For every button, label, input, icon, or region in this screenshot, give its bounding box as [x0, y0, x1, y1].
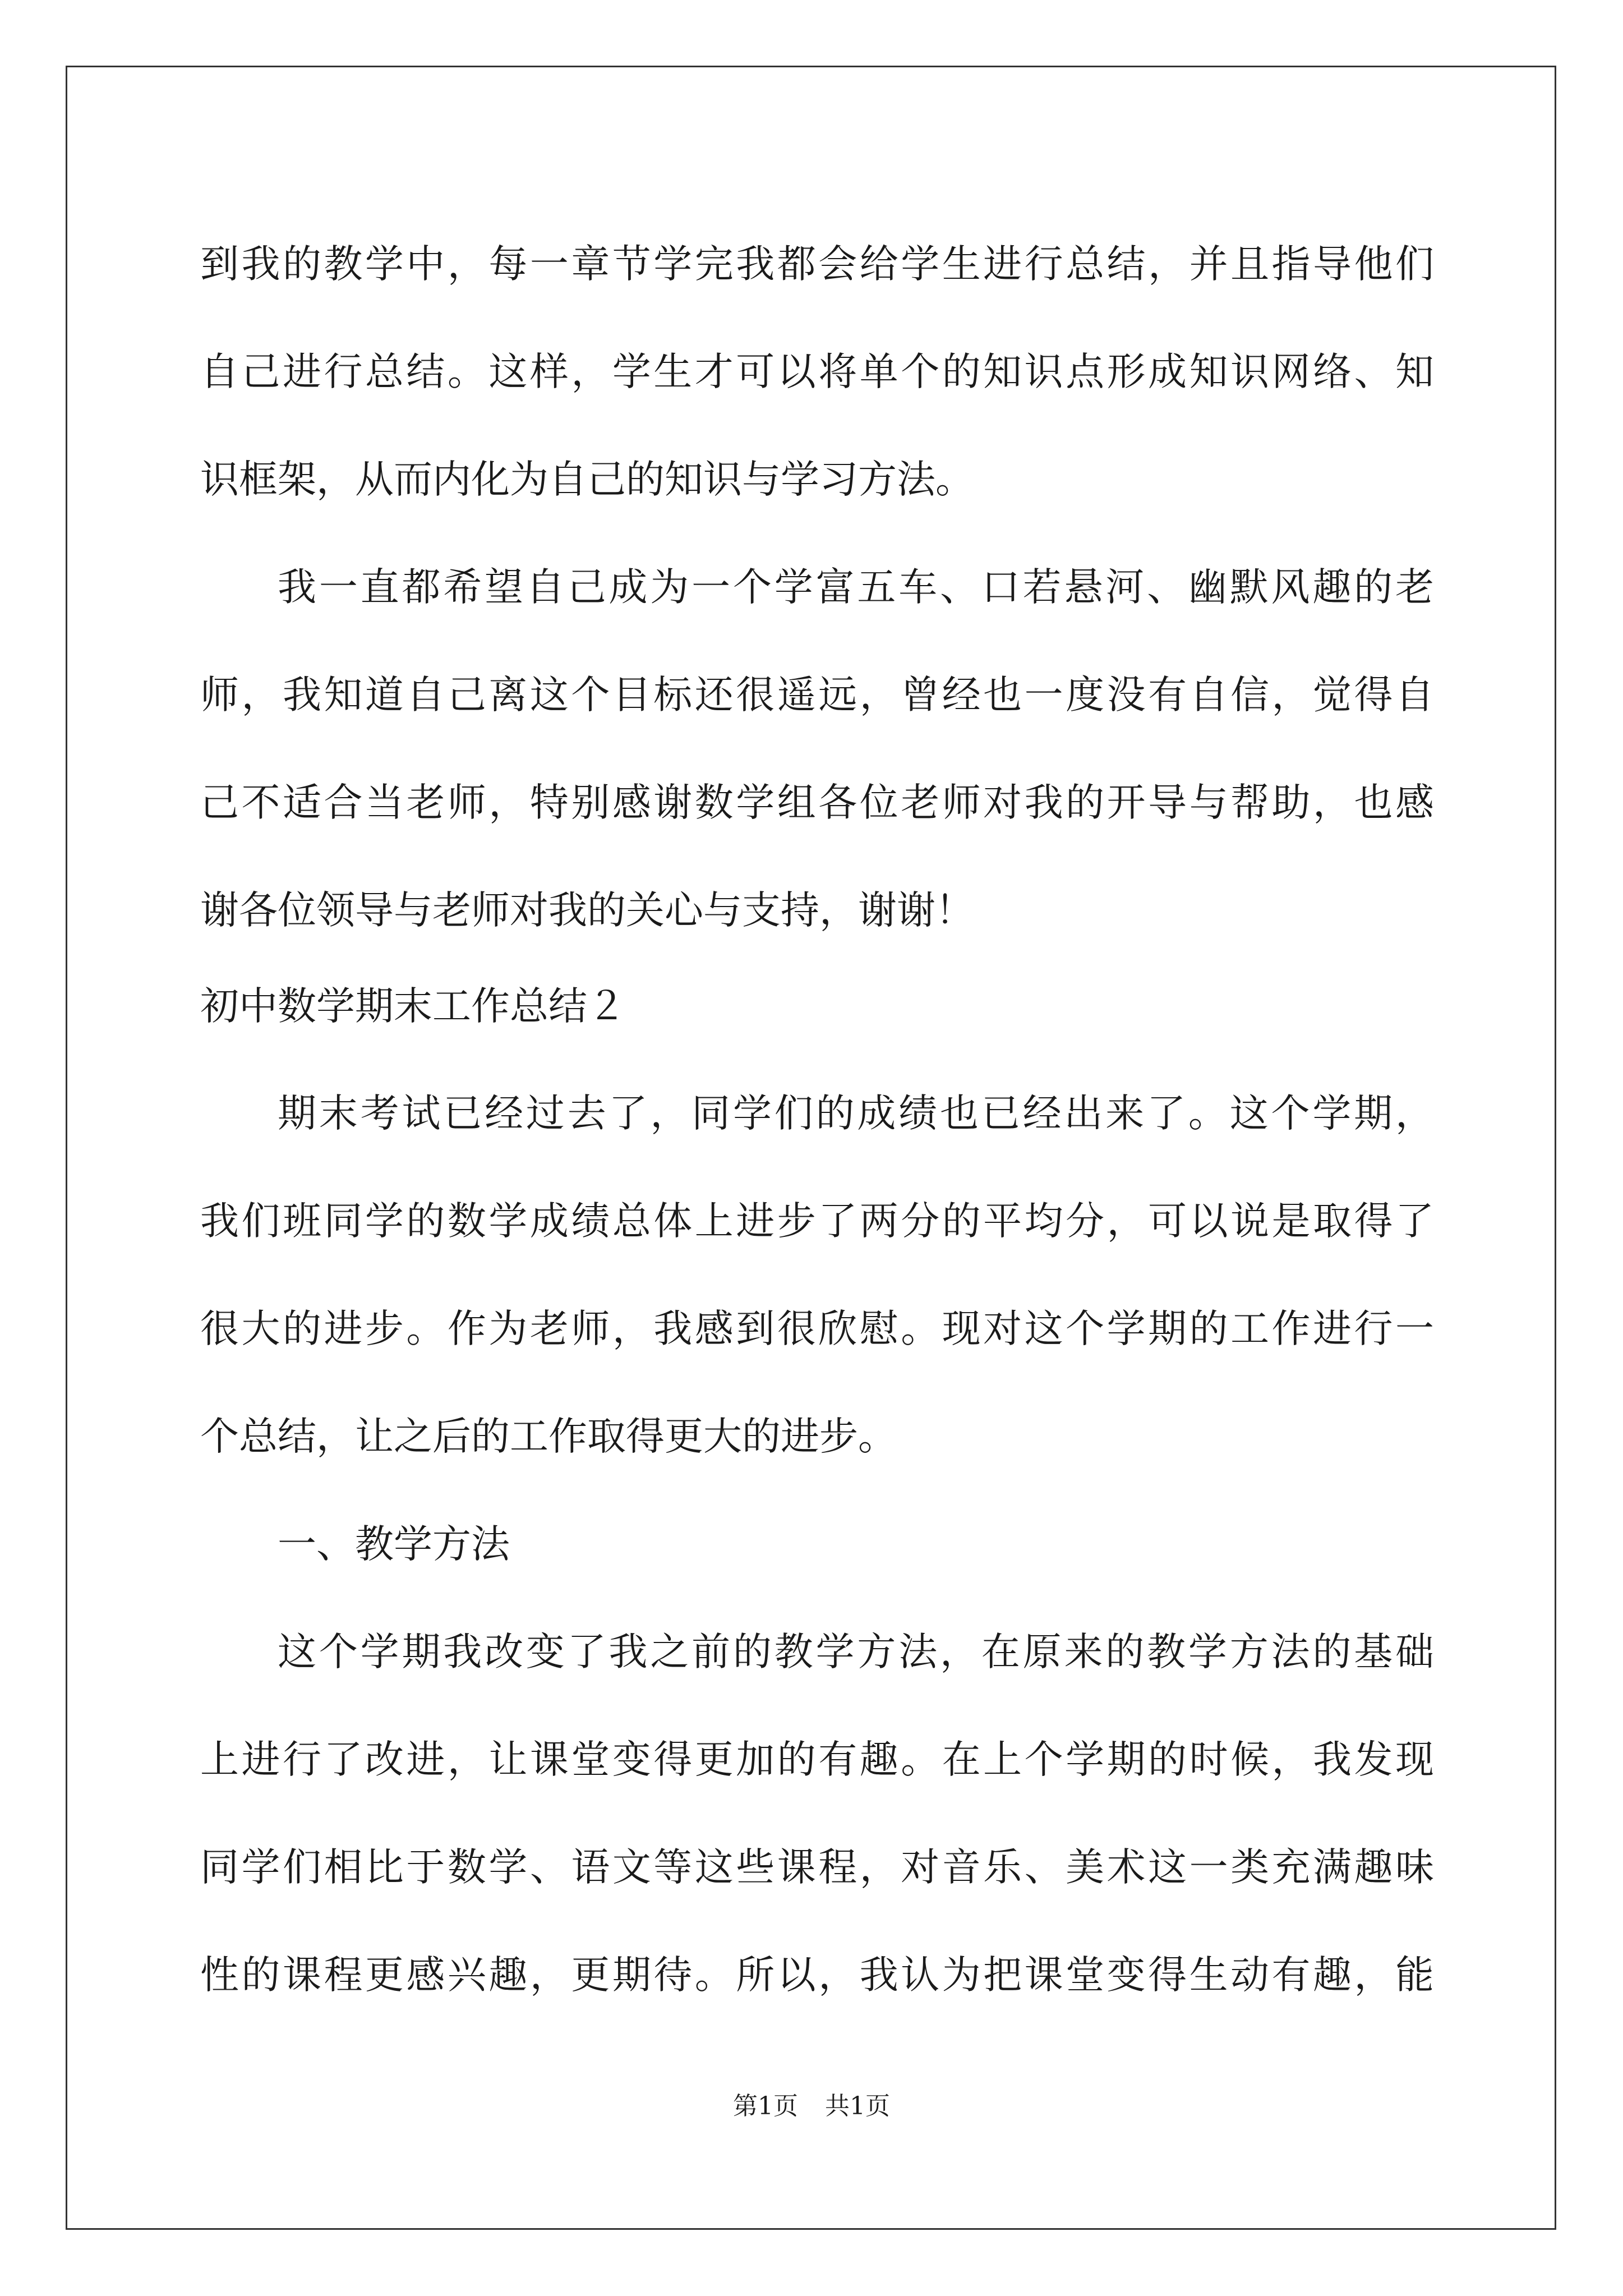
body-line: 己不适合当老师，特别感谢数学组各位老师对我的开导与帮助，也感: [200, 780, 1434, 825]
body-line: 个总结，让之后的工作取得更大的进步。: [200, 1414, 897, 1459]
document-body: [200, 210, 1434, 2029]
body-line: 上进行了改进，让课堂变得更加的有趣。在上个学期的时候，我发现: [200, 1737, 1434, 1782]
body-line: 性的课程更感兴趣，更期待。所以，我认为把课堂变得生动有趣，能: [200, 1953, 1434, 1998]
body-line: 我们班同学的数学成绩总体上进步了两分的平均分，可以说是取得了: [200, 1199, 1434, 1244]
page-total: 共1页: [825, 2092, 890, 2120]
body-line: 到我的教学中，每一章节学完我都会给学生进行总结，并且指导他们: [200, 242, 1434, 287]
body-line: 谢各位领导与老师对我的关心与支持，谢谢！: [200, 888, 974, 933]
body-line: 同学们相比于数学、语文等这些课程，对音乐、美术这一类充满趣味: [200, 1845, 1434, 1890]
subheading: 一、教学方法: [278, 1522, 510, 1567]
page-footer: [0, 2086, 1623, 2122]
body-line: 识框架，从而内化为自己的知识与学习方法。: [200, 457, 974, 502]
body-line: 自己进行总结。这样，学生才可以将单个的知识点形成知识网络、知: [200, 349, 1434, 394]
body-line: 我一直都希望自己成为一个学富五车、口若悬河、幽默风趣的老: [278, 565, 1434, 610]
body-line: 这个学期我改变了我之前的教学方法，在原来的教学方法的基础: [278, 1630, 1434, 1674]
page-number: 第1页: [733, 2092, 798, 2120]
section-heading: 初中数学期末工作总结２: [200, 984, 626, 1029]
body-line: 师，我知道自己离这个目标还很遥远，曾经也一度没有自信，觉得自: [200, 673, 1434, 717]
body-line: 期末考试已经过去了，同学们的成绩也已经出来了。这个学期，: [278, 1091, 1434, 1136]
body-line: 很大的进步。作为老师，我感到很欣慰。现对这个学期的工作进行一: [200, 1306, 1434, 1351]
